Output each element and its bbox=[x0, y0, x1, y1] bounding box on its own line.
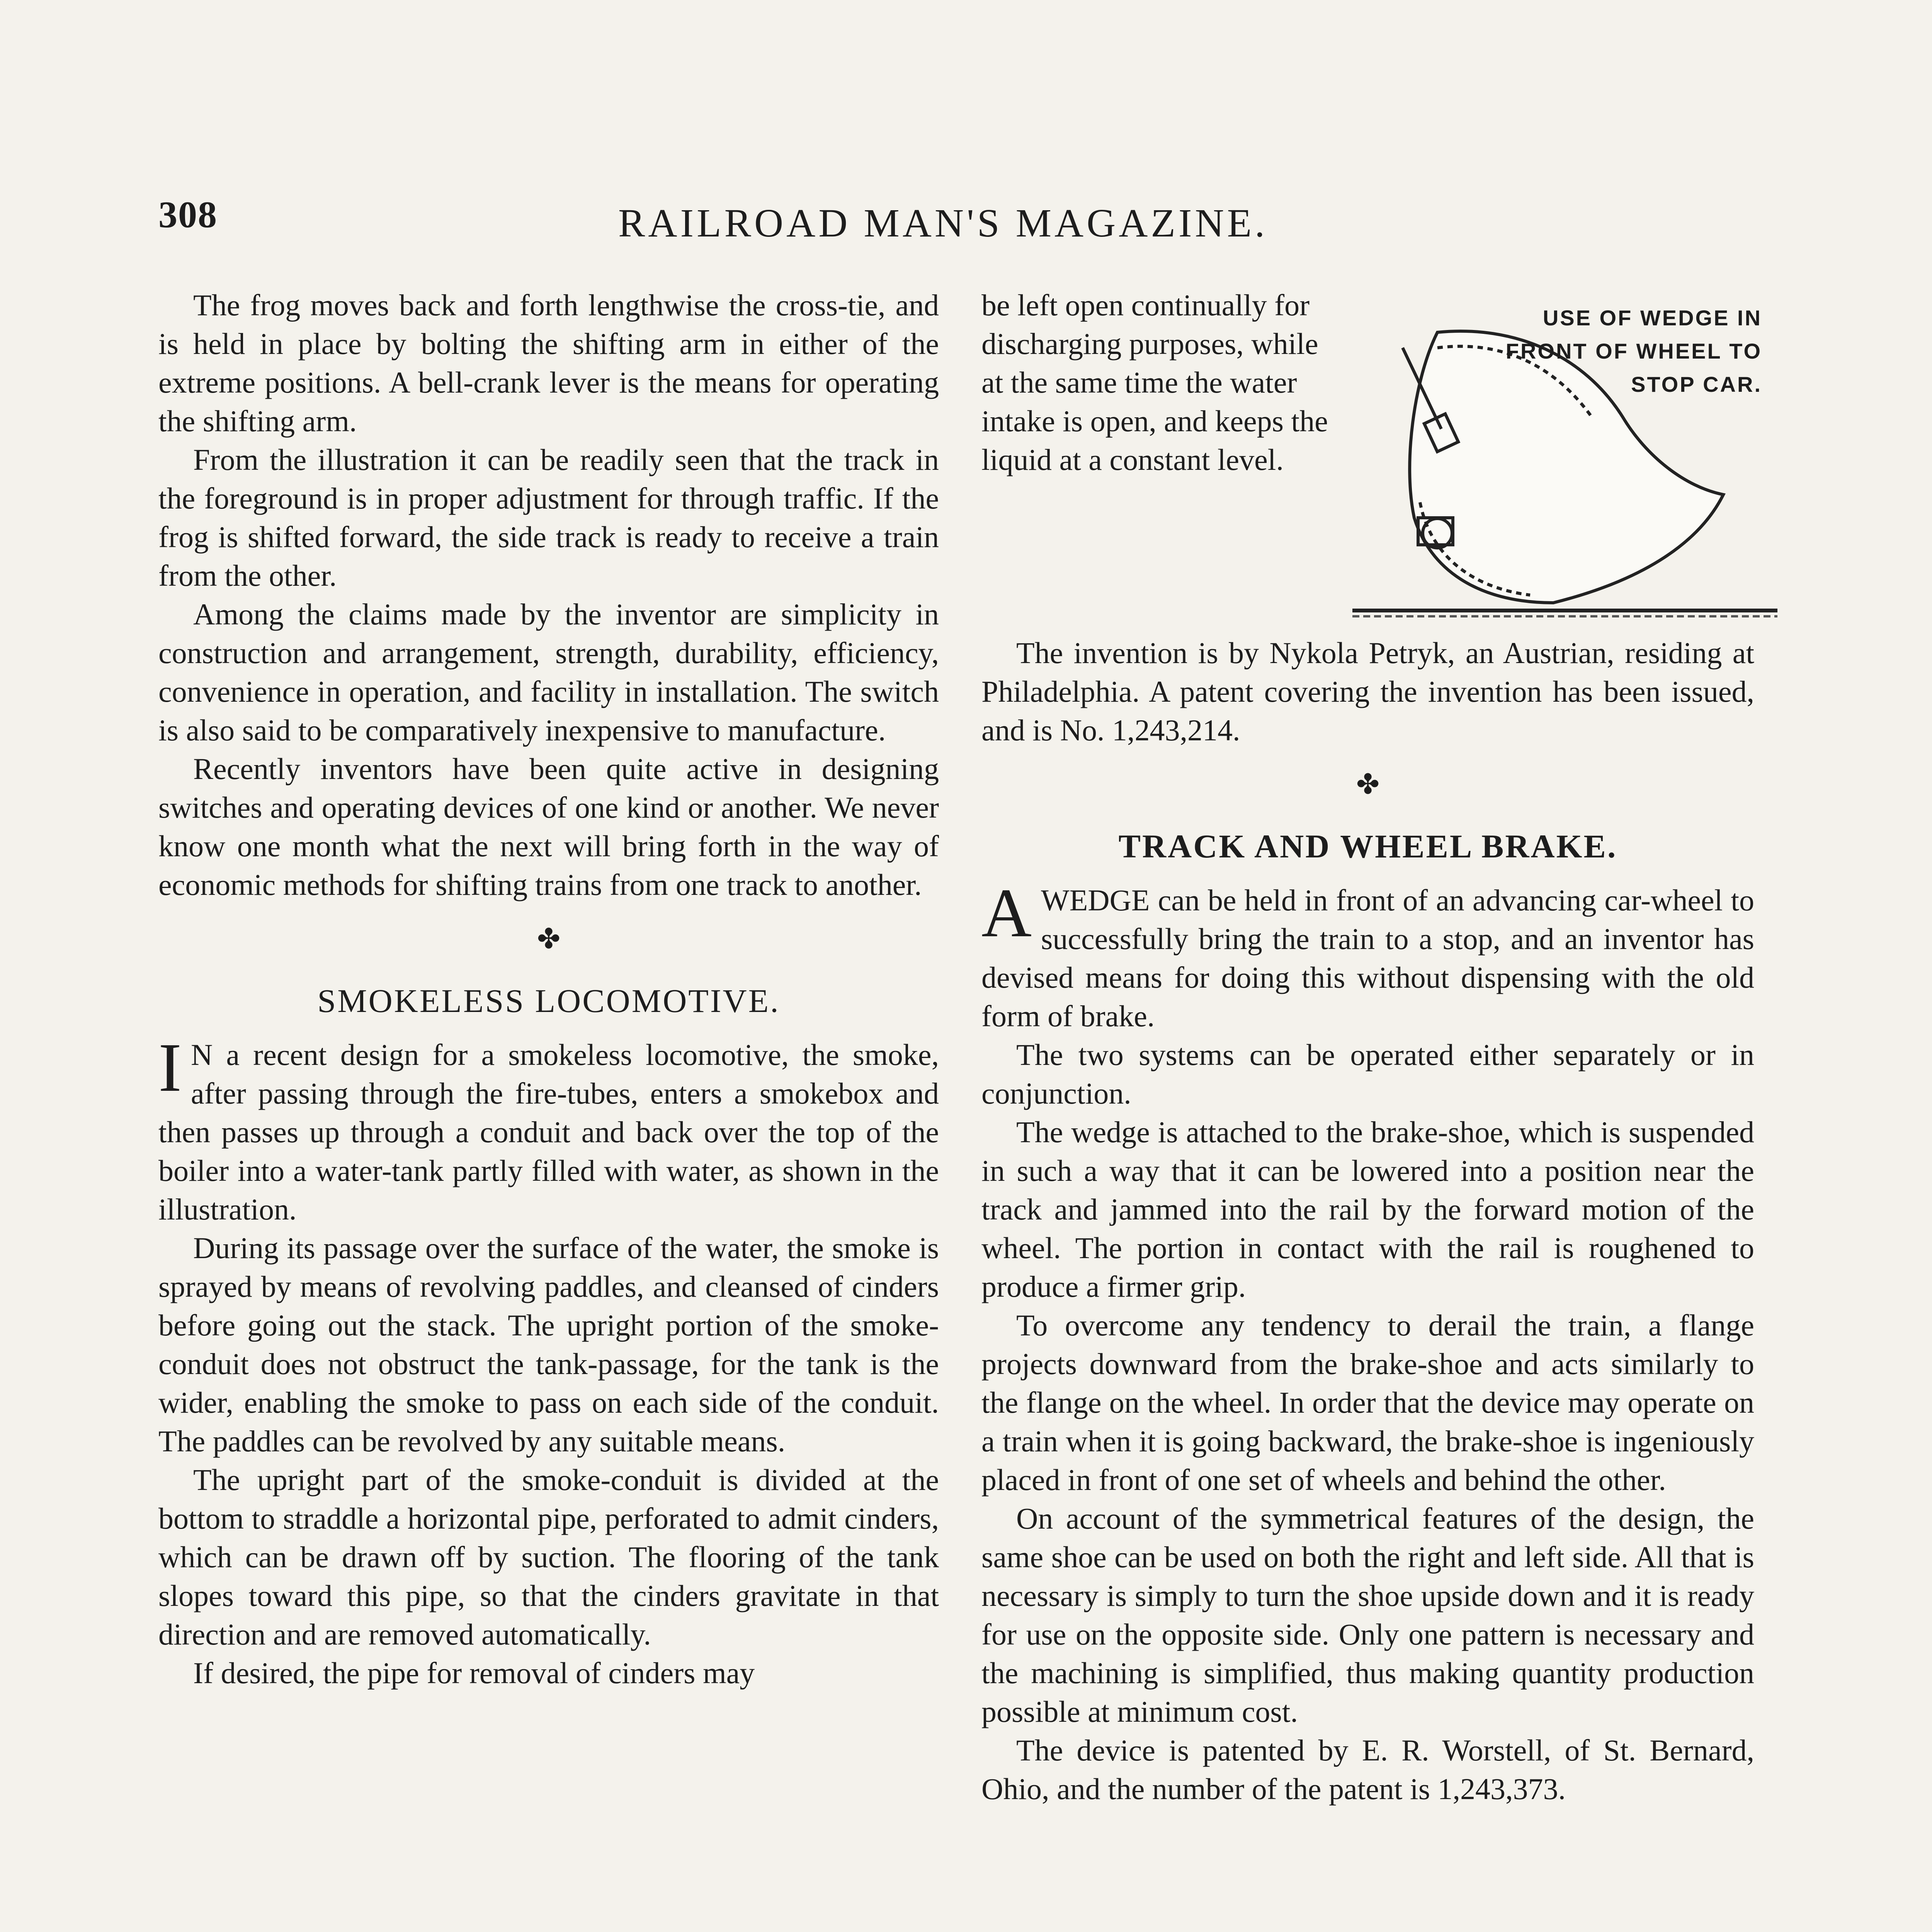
paragraph: Recently inventors have been quite active in designing switches and operating devices of one kind or another. We never know one month what the next will bring forth in the way of economic methods for shifting trains from one track to another. bbox=[158, 752, 939, 901]
paragraph: On account of the symmetrical features of the design, the same shoe can be used on both the right and left side. All that is necessary is simply to turn the shoe upside down and it is ready for use on the opposite side. Only one pattern is necessary and the machining is simplified, thus making quantity production possible at minimum cost. bbox=[981, 1502, 1754, 1728]
paragraph: If desired, the pipe for removal of cinders may bbox=[193, 1656, 755, 1690]
page-number: 308 bbox=[158, 194, 218, 236]
section-ornament: ✤ bbox=[1356, 769, 1380, 800]
smokeless-heading: SMOKELESS LOCOMOTIVE. bbox=[317, 982, 780, 1019]
paragraph: Among the claims made by the inventor are simplicity in construction and arrangement, strength, durability, efficiency, convenience in operation, and facility in installation. The switch is also said to be comparatively inexpensive to manufacture. bbox=[158, 597, 939, 747]
paragraph: I N a recent design for a smokeless locomotive, the smoke, after passing through the fire-tubes, enters a smokebox and then passes up through a conduit and back over the top of the boiler into a water-tank partly filled with water, as shown in the illustration. bbox=[158, 1029, 939, 1226]
paragraph: The frog moves back and forth lengthwise the cross-tie, and is held in place by bolting the shifting arm in either of the extreme positions. A bell-crank lever is the means for operating the shifting arm. bbox=[158, 288, 939, 438]
paragraph: From the illustration it can be readily seen that the track in the foreground is in proper adjustment for through traffic. If the frog is shifted forward, the side track is ready to receive a train from the other. bbox=[158, 443, 939, 592]
magazine-title: RAILROAD MAN'S MAGAZINE. bbox=[618, 201, 1268, 245]
section-ornament: ✤ bbox=[537, 923, 561, 954]
paragraph: The invention is by Nykola Petryk, an Austrian, residing at Philadelphia. A patent covering the invention has been issued, and is No. 1,243,214. bbox=[981, 636, 1754, 747]
wedge-figure-caption: USE OF WEDGE IN FRONT OF WHEEL TO STOP CAR. bbox=[1505, 306, 1762, 396]
right-column bbox=[981, 634, 1754, 1808]
drop-cap: A bbox=[981, 874, 1032, 951]
paragraph: To overcome any tendency to derail the train, a flange projects downward from the brake-shoe and acts similarly to the flange on the wheel. In order that the device may operate on a train when it is going backward, the brake-shoe is ingeniously placed in front of one set of wheels and behind the other. bbox=[981, 1308, 1754, 1497]
paragraph: The device is patented by E. R. Worstell, of St. Bernard, Ohio, and the number of the patent is 1,243,373. bbox=[981, 1733, 1754, 1806]
paragraph: The wedge is attached to the brake-shoe, which is suspended in such a way that it can be lowered into a position near the track and jammed into the rail by the forward motion of the wheel. The portion in contact with the rail is roughened to produce a firmer grip. bbox=[981, 1115, 1754, 1303]
paragraph: During its passage over the surface of the water, the smoke is sprayed by means of revolving paddles, and cleansed of cinders before going out the stack. The upright portion of the smoke-conduit does not obstruct the tank-passage, for the tank is the wider, enabling the smoke to pass on each side of the conduit. The paddles can be revolved by any suitable means. bbox=[158, 1231, 939, 1458]
paragraph: The two systems can be operated either separately or in conjunction. bbox=[981, 1038, 1754, 1110]
left-column bbox=[158, 286, 939, 1692]
wedge-intro-text: be left open continually for discharging purposes, while at the same time the water intake is open, and keeps the liquid at a constant level. bbox=[981, 288, 1328, 476]
paragraph: The upright part of the smoke-conduit is divided at the bottom to straddle a horizontal pipe, perforated to admit cinders, which can be drawn off by suction. The flooring of the tank slopes toward this pipe, so that the cinders gravitate in that direction and are removed automatically. bbox=[158, 1463, 939, 1651]
paragraph: AWEDGE can be held in front of an advancing car-wheel to successfully bring the train to a stop, and an inventor has devised means for doing this without dispensing with the old form of brake. bbox=[981, 874, 1754, 1033]
drop-cap: I bbox=[158, 1029, 182, 1106]
brake-heading: TRACK AND WHEEL BRAKE. bbox=[1118, 828, 1617, 865]
